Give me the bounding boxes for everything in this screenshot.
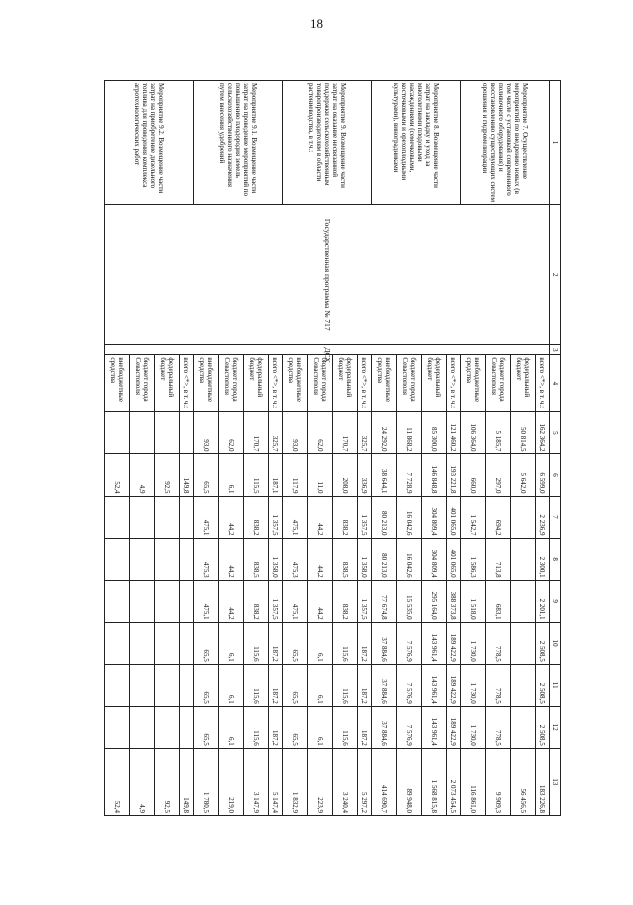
amount-cell: 713,8 bbox=[485, 538, 510, 580]
amount-cell bbox=[105, 622, 130, 664]
funding-source: внебюджетные средства bbox=[194, 355, 219, 412]
amount-cell: 475,1 bbox=[194, 496, 219, 538]
amount-cell: 7 576,9 bbox=[396, 706, 421, 748]
header-cell: 7 bbox=[549, 496, 560, 538]
funding-source: федеральный бюджет bbox=[421, 355, 446, 412]
amount-cell: 475,1 bbox=[283, 496, 308, 538]
amount-cell bbox=[154, 664, 179, 706]
funding-source: всего <*>, в т. ч.: bbox=[268, 355, 282, 412]
amount-cell: 838,2 bbox=[332, 580, 357, 622]
funding-source: федеральный бюджет bbox=[154, 355, 179, 412]
amount-cell: 183 226,8 bbox=[535, 748, 549, 815]
amount-cell: 838,2 bbox=[332, 496, 357, 538]
table-row bbox=[446, 81, 460, 816]
amount-cell bbox=[510, 664, 535, 706]
amount-cell bbox=[154, 706, 179, 748]
amount-cell: 115,6 bbox=[243, 706, 268, 748]
amount-cell: 44,2 bbox=[219, 538, 244, 580]
amount-cell: 143 961,4 bbox=[421, 622, 446, 664]
header-cell: 12 bbox=[549, 706, 560, 748]
amount-cell: 62,0 bbox=[219, 412, 244, 454]
amount-cell: 6,1 bbox=[219, 622, 244, 664]
amount-cell bbox=[105, 580, 130, 622]
header-cell: 4 bbox=[549, 355, 560, 412]
amount-cell: 838,5 bbox=[243, 538, 268, 580]
amount-cell: 6,1 bbox=[307, 706, 332, 748]
amount-cell: 15 535,0 bbox=[396, 580, 421, 622]
amount-cell: 208,0 bbox=[332, 454, 357, 496]
amount-cell: 838,2 bbox=[243, 496, 268, 538]
table-row bbox=[179, 81, 193, 816]
amount-cell: 660,0 bbox=[461, 454, 486, 496]
amount-cell: 1 568 815,8 bbox=[421, 748, 446, 815]
amount-cell: 475,3 bbox=[194, 538, 219, 580]
amount-cell: 187,2 bbox=[268, 664, 282, 706]
amount-cell: 162 364,2 bbox=[535, 412, 549, 454]
amount-cell: 6,1 bbox=[307, 622, 332, 664]
amount-cell: 149,8 bbox=[179, 748, 193, 815]
amount-cell: 6,1 bbox=[307, 664, 332, 706]
amount-cell: 65,5 bbox=[283, 622, 308, 664]
amount-cell bbox=[130, 496, 155, 538]
amount-cell: 92,5 bbox=[154, 748, 179, 815]
funding-source: бюджет города Севастополя bbox=[485, 355, 510, 412]
amount-cell: 65,5 bbox=[194, 622, 219, 664]
header-cell: 6 bbox=[549, 454, 560, 496]
amount-cell bbox=[105, 664, 130, 706]
amount-cell: 1 542,7 bbox=[461, 496, 486, 538]
funding-source: бюджет города Севастополя bbox=[219, 355, 244, 412]
funding-source: федеральный бюджет bbox=[510, 355, 535, 412]
amount-cell: 304 809,4 bbox=[421, 538, 446, 580]
header-cell: 1 bbox=[549, 81, 560, 205]
amount-cell bbox=[105, 706, 130, 748]
amount-cell: 388 373,8 bbox=[446, 580, 460, 622]
amount-cell: 77 674,8 bbox=[372, 580, 397, 622]
amount-cell: 16 042,6 bbox=[396, 496, 421, 538]
amount-cell: 80 213,0 bbox=[372, 496, 397, 538]
amount-cell: 2 508,5 bbox=[535, 622, 549, 664]
amount-cell: 5 642,0 bbox=[510, 454, 535, 496]
amount-cell bbox=[510, 706, 535, 748]
amount-cell: 44,2 bbox=[307, 538, 332, 580]
amount-cell: 44,2 bbox=[219, 580, 244, 622]
table-row bbox=[268, 81, 282, 816]
amount-cell: 80 213,0 bbox=[372, 538, 397, 580]
amount-cell: 11 868,2 bbox=[396, 412, 421, 454]
amount-cell: 143 961,4 bbox=[421, 664, 446, 706]
amount-cell: 187,2 bbox=[357, 706, 371, 748]
amount-cell: 7 576,9 bbox=[396, 622, 421, 664]
amount-cell: 16 042,6 bbox=[396, 538, 421, 580]
amount-cell: 6,1 bbox=[219, 706, 244, 748]
measure-title: Мероприятие 8. Возмещение части затрат на закладку и уход за многолетними плодовыми насаждениями (семечковыми, косточковыми и орехоплодными культурами), виноградниками bbox=[372, 81, 461, 205]
amount-cell: 121 460,2 bbox=[446, 412, 460, 454]
amount-cell: 295 164,0 bbox=[421, 580, 446, 622]
amount-cell bbox=[105, 412, 130, 454]
funding-source: бюджет города Севастополя bbox=[396, 355, 421, 412]
funding-source: всего <*>, в т. ч.: bbox=[446, 355, 460, 412]
amount-cell: 1 358,0 bbox=[268, 538, 282, 580]
amount-cell: 115,6 bbox=[332, 664, 357, 706]
amount-cell bbox=[179, 496, 193, 538]
amount-cell: 44,2 bbox=[219, 496, 244, 538]
amount-cell: 2 508,5 bbox=[535, 664, 549, 706]
header-cell: 13 bbox=[549, 748, 560, 815]
amount-cell: 683,1 bbox=[485, 580, 510, 622]
amount-cell bbox=[105, 496, 130, 538]
amount-cell: 778,5 bbox=[485, 664, 510, 706]
amount-cell: 65,5 bbox=[194, 454, 219, 496]
amount-cell: 6 599,0 bbox=[535, 454, 549, 496]
funding-source: всего <*>, в т. ч.: bbox=[535, 355, 549, 412]
amount-cell: 1 780,5 bbox=[194, 748, 219, 815]
amount-cell: 187,2 bbox=[268, 706, 282, 748]
amount-cell: 1 358,0 bbox=[357, 538, 371, 580]
amount-cell: 7 728,9 bbox=[396, 454, 421, 496]
amount-cell: 475,1 bbox=[194, 580, 219, 622]
amount-cell bbox=[130, 538, 155, 580]
measure-title: Мероприятие 9.1. Возмещение части затрат на проведение мероприятий по повышению плодородия земель сельскохозяйственного назначения путем внесения удобрений bbox=[194, 81, 283, 205]
executor-cell: ДСХ bbox=[105, 345, 550, 355]
amount-cell bbox=[154, 622, 179, 664]
header-cell: 11 bbox=[549, 664, 560, 706]
funding-source: федеральный бюджет bbox=[243, 355, 268, 412]
amount-cell: 187,1 bbox=[268, 454, 282, 496]
amount-cell: 401 065,0 bbox=[446, 496, 460, 538]
funding-table bbox=[104, 80, 561, 816]
amount-cell bbox=[179, 664, 193, 706]
amount-cell: 44,2 bbox=[307, 496, 332, 538]
amount-cell: 2 300,1 bbox=[535, 538, 549, 580]
amount-cell: 475,3 bbox=[283, 538, 308, 580]
amount-cell: 37 884,6 bbox=[372, 664, 397, 706]
amount-cell: 1 730,0 bbox=[461, 706, 486, 748]
amount-cell: 115,6 bbox=[243, 622, 268, 664]
amount-cell: 189 422,9 bbox=[446, 664, 460, 706]
amount-cell: 336,9 bbox=[357, 454, 371, 496]
program-cell: Государственная программа № 717 bbox=[105, 205, 550, 345]
amount-cell bbox=[510, 622, 535, 664]
amount-cell: 2 508,5 bbox=[535, 706, 549, 748]
amount-cell: 62,0 bbox=[307, 412, 332, 454]
table-row bbox=[535, 81, 549, 816]
amount-cell bbox=[179, 622, 193, 664]
amount-cell: 116 861,0 bbox=[461, 748, 486, 815]
amount-cell bbox=[130, 706, 155, 748]
amount-cell bbox=[510, 538, 535, 580]
amount-cell: 4,9 bbox=[130, 454, 155, 496]
header-row bbox=[549, 81, 560, 816]
amount-cell: 149,8 bbox=[179, 454, 193, 496]
amount-cell: 115,6 bbox=[332, 706, 357, 748]
amount-cell: 52,4 bbox=[105, 454, 130, 496]
amount-cell: 1 357,5 bbox=[357, 580, 371, 622]
header-cell: 9 bbox=[549, 580, 560, 622]
amount-cell: 146 848,8 bbox=[421, 454, 446, 496]
amount-cell: 1 730,0 bbox=[461, 664, 486, 706]
header-cell: 10 bbox=[549, 622, 560, 664]
amount-cell: 37 884,6 bbox=[372, 622, 397, 664]
header-cell: 5 bbox=[549, 412, 560, 454]
amount-cell: 304 809,4 bbox=[421, 496, 446, 538]
amount-cell: 4,9 bbox=[130, 748, 155, 815]
measure-title: Мероприятие 7. Осуществление мероприятий по внедрению новых (в том числе с установкой современного поливочного оборудования) и восстановлению существующих систем орошения и гидромелиорации bbox=[461, 81, 550, 205]
amount-cell bbox=[105, 538, 130, 580]
amount-cell: 2 236,9 bbox=[535, 496, 549, 538]
header-cell: 2 bbox=[549, 205, 560, 345]
amount-cell bbox=[510, 580, 535, 622]
amount-cell: 189 422,9 bbox=[446, 622, 460, 664]
amount-cell: 325,7 bbox=[357, 412, 371, 454]
measure-title: Мероприятие 9. Возмещение части затрат на оказание несвязанной поддержки сельскохозяйственным товаропроизводителям в области растениеводства, в т.ч.: bbox=[283, 81, 372, 205]
amount-cell bbox=[154, 496, 179, 538]
header-cell: 8 bbox=[549, 538, 560, 580]
amount-cell: 1 832,9 bbox=[283, 748, 308, 815]
amount-cell: 106 364,0 bbox=[461, 412, 486, 454]
amount-cell: 3 240,4 bbox=[332, 748, 357, 815]
amount-cell: 93,0 bbox=[283, 412, 308, 454]
amount-cell bbox=[179, 538, 193, 580]
amount-cell: 65,5 bbox=[194, 664, 219, 706]
amount-cell: 93,0 bbox=[194, 412, 219, 454]
amount-cell bbox=[179, 580, 193, 622]
amount-cell: 1 357,5 bbox=[268, 580, 282, 622]
amount-cell: 5 185,7 bbox=[485, 412, 510, 454]
amount-cell: 9 909,3 bbox=[485, 748, 510, 815]
amount-cell: 37 884,6 bbox=[372, 706, 397, 748]
amount-cell: 50 814,5 bbox=[510, 412, 535, 454]
amount-cell: 475,1 bbox=[283, 580, 308, 622]
amount-cell: 117,9 bbox=[283, 454, 308, 496]
amount-cell: 89 948,0 bbox=[396, 748, 421, 815]
amount-cell: 187,2 bbox=[268, 622, 282, 664]
amount-cell: 1 357,5 bbox=[268, 496, 282, 538]
funding-source: внебюджетные средства bbox=[461, 355, 486, 412]
funding-source: внебюджетные средства bbox=[283, 355, 308, 412]
funding-source: бюджет города Севастополя bbox=[130, 355, 155, 412]
amount-cell: 778,5 bbox=[485, 706, 510, 748]
funding-source: федеральный бюджет bbox=[332, 355, 357, 412]
amount-cell bbox=[130, 412, 155, 454]
amount-cell bbox=[179, 706, 193, 748]
funding-source: всего <*>, в т. ч.: bbox=[179, 355, 193, 412]
amount-cell: 143 961,4 bbox=[421, 706, 446, 748]
amount-cell bbox=[154, 412, 179, 454]
amount-cell: 52,4 bbox=[105, 748, 130, 815]
amount-cell: 92,5 bbox=[154, 454, 179, 496]
amount-cell: 401 065,0 bbox=[446, 538, 460, 580]
amount-cell: 44,2 bbox=[307, 580, 332, 622]
funding-source: бюджет города Севастополя bbox=[307, 355, 332, 412]
amount-cell: 115,5 bbox=[243, 454, 268, 496]
amount-cell: 838,2 bbox=[243, 580, 268, 622]
amount-cell: 56 456,5 bbox=[510, 748, 535, 815]
amount-cell: 7 576,9 bbox=[396, 664, 421, 706]
amount-cell: 170,7 bbox=[243, 412, 268, 454]
amount-cell: 193 221,8 bbox=[446, 454, 460, 496]
header-cell: 3 bbox=[549, 345, 560, 355]
amount-cell bbox=[130, 580, 155, 622]
amount-cell: 85 300,0 bbox=[421, 412, 446, 454]
amount-cell: 38 644,1 bbox=[372, 454, 397, 496]
amount-cell: 1 586,3 bbox=[461, 538, 486, 580]
amount-cell: 11,0 bbox=[307, 454, 332, 496]
amount-cell: 24 292,0 bbox=[372, 412, 397, 454]
amount-cell: 325,7 bbox=[268, 412, 282, 454]
amount-cell: 189 422,9 bbox=[446, 706, 460, 748]
amount-cell: 5 297,2 bbox=[357, 748, 371, 815]
amount-cell: 5 147,4 bbox=[268, 748, 282, 815]
amount-cell: 1 730,0 bbox=[461, 622, 486, 664]
amount-cell: 2 073 454,5 bbox=[446, 748, 460, 815]
amount-cell bbox=[130, 664, 155, 706]
rotated-table-container bbox=[104, 80, 561, 816]
amount-cell: 694,2 bbox=[485, 496, 510, 538]
amount-cell bbox=[179, 412, 193, 454]
amount-cell: 3 147,9 bbox=[243, 748, 268, 815]
amount-cell: 219,0 bbox=[219, 748, 244, 815]
amount-cell: 6,1 bbox=[219, 454, 244, 496]
measure-title: Мероприятие 9.2. Возмещение части затрат на приобретение дизельного топлива для проведения комплекса агротехнологических работ bbox=[105, 81, 194, 205]
amount-cell: 1 518,0 bbox=[461, 580, 486, 622]
amount-cell: 1 357,5 bbox=[357, 496, 371, 538]
funding-source: внебюджетные средства bbox=[105, 355, 130, 412]
amount-cell: 414 690,7 bbox=[372, 748, 397, 815]
amount-cell: 187,2 bbox=[357, 622, 371, 664]
amount-cell: 170,7 bbox=[332, 412, 357, 454]
amount-cell: 65,5 bbox=[283, 664, 308, 706]
amount-cell bbox=[154, 580, 179, 622]
amount-cell: 65,5 bbox=[194, 706, 219, 748]
amount-cell: 115,6 bbox=[332, 622, 357, 664]
amount-cell: 297,0 bbox=[485, 454, 510, 496]
amount-cell: 778,5 bbox=[485, 622, 510, 664]
amount-cell bbox=[154, 538, 179, 580]
funding-source: внебюджетные средства bbox=[372, 355, 397, 412]
amount-cell: 223,9 bbox=[307, 748, 332, 815]
amount-cell: 838,5 bbox=[332, 538, 357, 580]
amount-cell: 115,6 bbox=[243, 664, 268, 706]
amount-cell bbox=[510, 496, 535, 538]
page-number: 18 bbox=[310, 16, 323, 31]
amount-cell: 65,5 bbox=[283, 706, 308, 748]
table-row bbox=[357, 81, 371, 816]
amount-cell: 6,1 bbox=[219, 664, 244, 706]
amount-cell: 2 201,1 bbox=[535, 580, 549, 622]
amount-cell: 187,2 bbox=[357, 664, 371, 706]
amount-cell bbox=[130, 622, 155, 664]
funding-source: всего <*>, в т. ч.: bbox=[357, 355, 371, 412]
